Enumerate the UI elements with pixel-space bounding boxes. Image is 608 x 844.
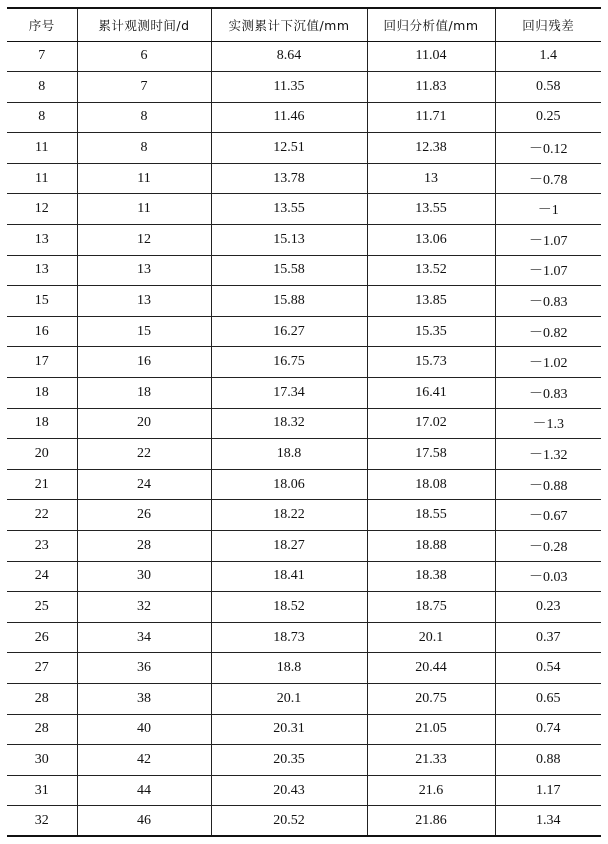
regression-value-cell: 18.75 bbox=[367, 592, 495, 623]
table-row bbox=[7, 806, 601, 837]
residual-cell: 0.54 bbox=[495, 653, 601, 684]
regression-value-cell: 21.33 bbox=[367, 745, 495, 776]
serial-number-cell: 18 bbox=[7, 378, 77, 409]
measured-settlement-cell: 12.51 bbox=[211, 133, 367, 164]
residual-cell: －1 bbox=[495, 194, 601, 225]
serial-number-cell: 25 bbox=[7, 592, 77, 623]
serial-number-cell: 16 bbox=[7, 316, 77, 347]
regression-value-cell: 18.88 bbox=[367, 531, 495, 562]
measured-settlement-cell: 16.75 bbox=[211, 347, 367, 378]
regression-value-cell: 21.05 bbox=[367, 714, 495, 745]
observation-time-cell: 40 bbox=[77, 714, 211, 745]
header-regression-value: 回归分析值/mm bbox=[367, 8, 495, 41]
serial-number-cell: 22 bbox=[7, 500, 77, 531]
observation-time-cell: 8 bbox=[77, 102, 211, 133]
serial-number-cell: 26 bbox=[7, 622, 77, 653]
table-row bbox=[7, 286, 601, 317]
table-row bbox=[7, 133, 601, 164]
observation-time-cell: 11 bbox=[77, 194, 211, 225]
observation-time-cell: 26 bbox=[77, 500, 211, 531]
regression-value-cell: 11.71 bbox=[367, 102, 495, 133]
serial-number-cell: 13 bbox=[7, 225, 77, 256]
observation-time-cell: 13 bbox=[77, 255, 211, 286]
measured-settlement-cell: 18.06 bbox=[211, 469, 367, 500]
regression-value-cell: 12.38 bbox=[367, 133, 495, 164]
table-body bbox=[7, 41, 601, 836]
regression-value-cell: 11.04 bbox=[367, 41, 495, 72]
regression-value-cell: 15.35 bbox=[367, 316, 495, 347]
header-regression-residual: 回归残差 bbox=[495, 8, 601, 41]
residual-cell: 0.74 bbox=[495, 714, 601, 745]
measured-settlement-cell: 16.27 bbox=[211, 316, 367, 347]
measured-settlement-cell: 13.78 bbox=[211, 163, 367, 194]
regression-value-cell: 15.73 bbox=[367, 347, 495, 378]
observation-time-cell: 15 bbox=[77, 316, 211, 347]
regression-value-cell: 21.6 bbox=[367, 775, 495, 806]
table-row bbox=[7, 255, 601, 286]
table-row bbox=[7, 622, 601, 653]
table-row bbox=[7, 408, 601, 439]
observation-time-cell: 22 bbox=[77, 439, 211, 470]
header-serial-number: 序号 bbox=[7, 8, 77, 41]
table-row bbox=[7, 41, 601, 72]
data-table-container bbox=[7, 7, 601, 837]
observation-time-cell: 38 bbox=[77, 683, 211, 714]
measured-settlement-cell: 11.46 bbox=[211, 102, 367, 133]
serial-number-cell: 27 bbox=[7, 653, 77, 684]
table-row bbox=[7, 745, 601, 776]
residual-cell: 1.34 bbox=[495, 806, 601, 837]
serial-number-cell: 20 bbox=[7, 439, 77, 470]
serial-number-cell: 11 bbox=[7, 133, 77, 164]
residual-cell: －1.32 bbox=[495, 439, 601, 470]
table-row bbox=[7, 102, 601, 133]
table-row bbox=[7, 653, 601, 684]
regression-value-cell: 17.58 bbox=[367, 439, 495, 470]
regression-value-cell: 18.38 bbox=[367, 561, 495, 592]
serial-number-cell: 15 bbox=[7, 286, 77, 317]
observation-time-cell: 34 bbox=[77, 622, 211, 653]
residual-cell: －1.3 bbox=[495, 408, 601, 439]
regression-value-cell: 18.55 bbox=[367, 500, 495, 531]
table-row bbox=[7, 347, 601, 378]
serial-number-cell: 13 bbox=[7, 255, 77, 286]
measured-settlement-cell: 18.73 bbox=[211, 622, 367, 653]
observation-time-cell: 44 bbox=[77, 775, 211, 806]
residual-cell: 0.23 bbox=[495, 592, 601, 623]
table-row bbox=[7, 500, 601, 531]
measured-settlement-cell: 18.27 bbox=[211, 531, 367, 562]
serial-number-cell: 12 bbox=[7, 194, 77, 225]
observation-time-cell: 30 bbox=[77, 561, 211, 592]
observation-time-cell: 46 bbox=[77, 806, 211, 837]
measured-settlement-cell: 20.35 bbox=[211, 745, 367, 776]
serial-number-cell: 32 bbox=[7, 806, 77, 837]
measured-settlement-cell: 15.13 bbox=[211, 225, 367, 256]
regression-value-cell: 17.02 bbox=[367, 408, 495, 439]
observation-time-cell: 28 bbox=[77, 531, 211, 562]
table-row bbox=[7, 683, 601, 714]
measured-settlement-cell: 18.41 bbox=[211, 561, 367, 592]
serial-number-cell: 17 bbox=[7, 347, 77, 378]
residual-cell: 0.25 bbox=[495, 102, 601, 133]
table-row bbox=[7, 469, 601, 500]
residual-cell: 1.4 bbox=[495, 41, 601, 72]
table-row bbox=[7, 592, 601, 623]
residual-cell: －0.88 bbox=[495, 469, 601, 500]
measured-settlement-cell: 20.52 bbox=[211, 806, 367, 837]
table-row bbox=[7, 531, 601, 562]
table-row bbox=[7, 225, 601, 256]
residual-cell: －0.03 bbox=[495, 561, 601, 592]
measured-settlement-cell: 18.52 bbox=[211, 592, 367, 623]
table-row bbox=[7, 72, 601, 103]
residual-cell: －0.78 bbox=[495, 163, 601, 194]
header-measured-settlement: 实测累计下沉值/mm bbox=[211, 8, 367, 41]
observation-time-cell: 24 bbox=[77, 469, 211, 500]
measured-settlement-cell: 18.8 bbox=[211, 653, 367, 684]
residual-cell: －0.67 bbox=[495, 500, 601, 531]
measured-settlement-cell: 8.64 bbox=[211, 41, 367, 72]
regression-value-cell: 11.83 bbox=[367, 72, 495, 103]
residual-cell: －0.28 bbox=[495, 531, 601, 562]
serial-number-cell: 11 bbox=[7, 163, 77, 194]
serial-number-cell: 8 bbox=[7, 102, 77, 133]
regression-value-cell: 20.1 bbox=[367, 622, 495, 653]
table-row bbox=[7, 316, 601, 347]
header-observation-time: 累计观测时间/d bbox=[77, 8, 211, 41]
regression-value-cell: 13.06 bbox=[367, 225, 495, 256]
table-row bbox=[7, 439, 601, 470]
observation-time-cell: 11 bbox=[77, 163, 211, 194]
observation-time-cell: 16 bbox=[77, 347, 211, 378]
observation-time-cell: 20 bbox=[77, 408, 211, 439]
serial-number-cell: 24 bbox=[7, 561, 77, 592]
table-row bbox=[7, 561, 601, 592]
observation-time-cell: 42 bbox=[77, 745, 211, 776]
regression-value-cell: 13.85 bbox=[367, 286, 495, 317]
measured-settlement-cell: 20.31 bbox=[211, 714, 367, 745]
residual-cell: －0.82 bbox=[495, 316, 601, 347]
measured-settlement-cell: 18.22 bbox=[211, 500, 367, 531]
serial-number-cell: 31 bbox=[7, 775, 77, 806]
residual-cell: －1.02 bbox=[495, 347, 601, 378]
residual-cell: －0.83 bbox=[495, 286, 601, 317]
settlement-regression-table bbox=[7, 7, 601, 837]
table-row bbox=[7, 194, 601, 225]
observation-time-cell: 7 bbox=[77, 72, 211, 103]
measured-settlement-cell: 15.88 bbox=[211, 286, 367, 317]
serial-number-cell: 30 bbox=[7, 745, 77, 776]
residual-cell: 1.17 bbox=[495, 775, 601, 806]
measured-settlement-cell: 20.1 bbox=[211, 683, 367, 714]
residual-cell: 0.58 bbox=[495, 72, 601, 103]
observation-time-cell: 8 bbox=[77, 133, 211, 164]
residual-cell: 0.65 bbox=[495, 683, 601, 714]
table-row bbox=[7, 163, 601, 194]
residual-cell: －0.12 bbox=[495, 133, 601, 164]
residual-cell: 0.37 bbox=[495, 622, 601, 653]
serial-number-cell: 7 bbox=[7, 41, 77, 72]
residual-cell: －0.83 bbox=[495, 378, 601, 409]
serial-number-cell: 28 bbox=[7, 714, 77, 745]
serial-number-cell: 8 bbox=[7, 72, 77, 103]
observation-time-cell: 6 bbox=[77, 41, 211, 72]
regression-value-cell: 13.52 bbox=[367, 255, 495, 286]
measured-settlement-cell: 20.43 bbox=[211, 775, 367, 806]
measured-settlement-cell: 18.8 bbox=[211, 439, 367, 470]
observation-time-cell: 13 bbox=[77, 286, 211, 317]
serial-number-cell: 21 bbox=[7, 469, 77, 500]
regression-value-cell: 13.55 bbox=[367, 194, 495, 225]
regression-value-cell: 13 bbox=[367, 163, 495, 194]
measured-settlement-cell: 11.35 bbox=[211, 72, 367, 103]
observation-time-cell: 18 bbox=[77, 378, 211, 409]
observation-time-cell: 32 bbox=[77, 592, 211, 623]
measured-settlement-cell: 13.55 bbox=[211, 194, 367, 225]
observation-time-cell: 36 bbox=[77, 653, 211, 684]
residual-cell: －1.07 bbox=[495, 225, 601, 256]
serial-number-cell: 18 bbox=[7, 408, 77, 439]
regression-value-cell: 20.44 bbox=[367, 653, 495, 684]
table-row bbox=[7, 775, 601, 806]
serial-number-cell: 23 bbox=[7, 531, 77, 562]
regression-value-cell: 21.86 bbox=[367, 806, 495, 837]
measured-settlement-cell: 18.32 bbox=[211, 408, 367, 439]
serial-number-cell: 28 bbox=[7, 683, 77, 714]
observation-time-cell: 12 bbox=[77, 225, 211, 256]
regression-value-cell: 20.75 bbox=[367, 683, 495, 714]
measured-settlement-cell: 15.58 bbox=[211, 255, 367, 286]
table-row bbox=[7, 378, 601, 409]
table-header-row bbox=[7, 8, 601, 41]
regression-value-cell: 18.08 bbox=[367, 469, 495, 500]
residual-cell: －1.07 bbox=[495, 255, 601, 286]
regression-value-cell: 16.41 bbox=[367, 378, 495, 409]
table-row bbox=[7, 714, 601, 745]
measured-settlement-cell: 17.34 bbox=[211, 378, 367, 409]
residual-cell: 0.88 bbox=[495, 745, 601, 776]
